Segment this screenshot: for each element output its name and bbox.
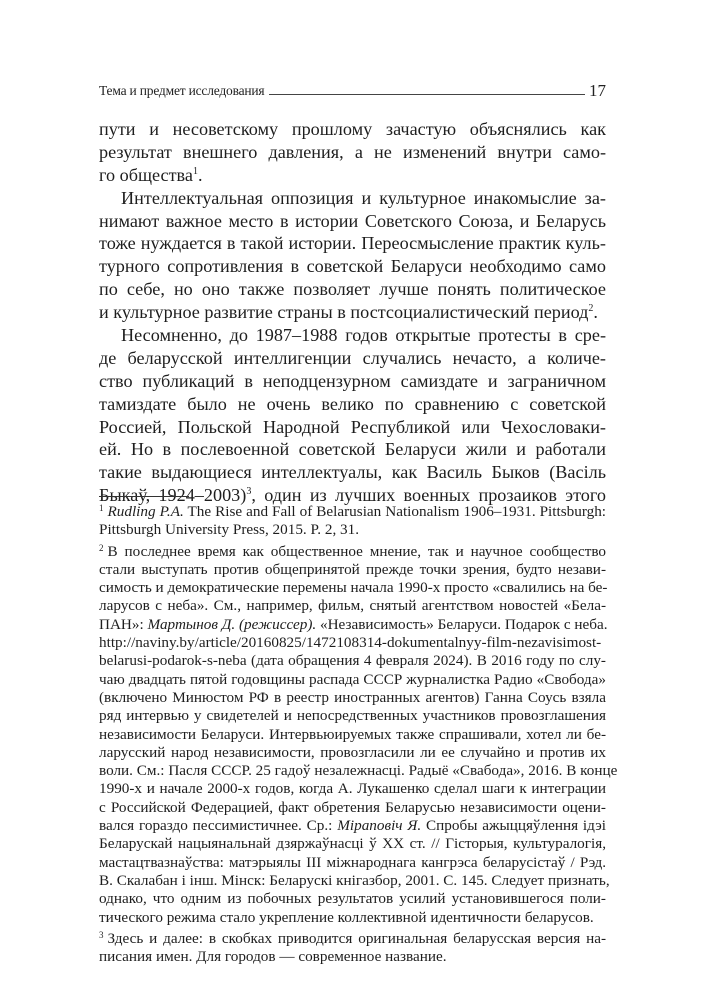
text-line: ларусов с неба». См., например, фильм, снятый агентством новостей «Бела- (99, 597, 606, 615)
text-line: ство публикаций в неподцензурном самиздате и заграничном (99, 370, 606, 391)
text-line (99, 616, 606, 634)
text-line: ларусский народ независимости, провозгласили ли ее случайно и против их (99, 743, 606, 761)
text-line: мастацтвазнаўства: матэрыялы III міжнароднага кангрэса беларусістаў / Рэд. (99, 853, 606, 871)
footnote (99, 930, 606, 967)
text-line: такие выдающиеся интеллектуалы, как Василь Быков (Васіль (99, 462, 606, 483)
text-line (99, 817, 606, 835)
paragraph (99, 324, 606, 507)
text-line: симость и демократические перемены начала 1990-х просто «свалились на бе- (99, 579, 608, 597)
text-line: по себе, но оно также позволяет лучше понять политическое (99, 279, 606, 300)
text-line: В. Скалабан і інш. Мінск: Беларускі кнігазбор, 2001. С. 145. Следует признать, (99, 871, 610, 889)
running-head-title: Тема и предмет исследования (99, 83, 265, 98)
footnote-ref[interactable]: 2 (588, 303, 594, 315)
text-fragment: Спробы ажыццяўлення ідэі (421, 817, 606, 835)
text-fragment: и культурное развитие страны в постсоциалистический период (99, 302, 589, 323)
text-line: тамиздате было не очень велико по сравнению с советской (99, 393, 606, 414)
text-fragment: Здесь и далее: в скобках приводится оригинальная беларусская версия на- (107, 929, 606, 947)
footnote-separator (99, 496, 189, 497)
text-line: результат внешнего давления, а не изменений внутри само- (99, 141, 606, 162)
footnote-ref[interactable]: 1 (192, 165, 198, 177)
text-line: турного сопротивления в советской Беларуси необходимо само (99, 256, 606, 277)
text-line (99, 503, 606, 521)
footnote-number: 1 (99, 503, 104, 513)
running-head (99, 79, 606, 99)
footnote-number: 3 (99, 929, 104, 940)
text-line: с Российской Федерацией, факт обретения Беларусью независимости оцени- (99, 798, 606, 816)
text-line: Беларускай нацыянальнай дзяржаўнасці ў XX ст. // Гісторыя, культуралогія, (99, 835, 606, 853)
text-line: независимости Беларуси. Интервьюируемых также спрашивали, хотел ли бе- (99, 725, 606, 743)
footnote-ref[interactable]: 3 (246, 486, 252, 498)
text-fragment: «Независимость» Беларуси. Подарок с неба. (316, 615, 608, 633)
footnote-author: Rudling P.A. (107, 503, 184, 520)
footnotes (99, 503, 618, 966)
text-fragment: Быкаў, 1924–2003) (99, 485, 247, 506)
text-line: де беларусской интеллигенции случались нечасто, а количе- (99, 347, 606, 368)
text-line: 1990-х и начале 2000-х годов, когда А. Лукашенко сделал шаги к интеграции (99, 780, 606, 798)
text-line: (включено Минюстом РФ в реестр иностранных агентов) Ганна Соусь взяла (99, 688, 606, 706)
text-fragment: The Rise and Fall of Belarusian Nationalism 1906–1931. Pittsburgh: (183, 503, 607, 520)
text-line: тического режима стало укрепление коллективной идентичности беларусов. (99, 908, 594, 926)
footnote-author: Мартынов Д. (режиссер). (147, 615, 317, 633)
text-line: ряд интервью у свидетелей и непосредственных участников провозглашения (99, 707, 606, 725)
text-line: однако, что одним из побочных результатов усилий установившегося поли- (99, 890, 606, 908)
text-fragment: ПАН»: (99, 615, 148, 633)
text-fragment: го общества (99, 164, 193, 185)
page-number: 17 (589, 81, 606, 100)
paragraph (99, 187, 606, 324)
text-line: Интеллектуальная оппозиция и культурное инакомыслие за- (121, 187, 606, 208)
text-line (99, 930, 606, 948)
text-line: тоже нуждается в такой истории. Переосмысление практик куль- (99, 233, 606, 254)
body-text (99, 118, 606, 507)
url-link[interactable]: http://naviny.by/article/20160825/1472108314-dokumentalnyy-film-nezavisimost- (99, 634, 602, 652)
text-line: ей. Но в послевоенной советской Беларуси жили и работали (99, 439, 606, 460)
footnote-author: Міраповіч Я. (337, 817, 422, 835)
text-line: Россией, Польской Народной Республикой или Чехословаки- (99, 416, 606, 437)
text-line: писания имен. Для городов — современное название. (99, 948, 447, 966)
text-line: belarusi-podarok-s-neba (дата обращения 4 февраля 2024). В 2016 году по слу- (99, 652, 606, 670)
text-line: воли. См.: Пасля СССР. 25 гадоў незалежнасці. Радыё «Свабода», 2016. В конце (99, 762, 618, 780)
text-fragment: . (197, 164, 203, 185)
footnote (99, 503, 606, 540)
text-line (99, 301, 606, 324)
text-line: стали выступать против общепринятой прежде точки зрения, будто незави- (99, 560, 606, 578)
text-line (99, 543, 606, 561)
text-line: Pittsburgh University Press, 2015. P. 2, 31. (99, 521, 360, 539)
text-line: пути и несоветскому прошлому зачастую объяснялись как (99, 119, 606, 139)
footnote-number: 2 (99, 542, 104, 553)
text-line (99, 164, 606, 187)
text-fragment: . (593, 302, 598, 323)
text-fragment: , один из лучших военных прозаиков этого (251, 485, 606, 506)
text-line: чаю двадцать пятой годовщины распада СССР журналистка Радио «Свобода» (99, 670, 606, 688)
paragraph (99, 118, 606, 187)
text-fragment: В последнее время как общественное мнение, так и научное сообщество (107, 542, 606, 560)
footnote (99, 542, 618, 927)
text-fragment: вался гораздо пессимистичнее. Ср.: (99, 817, 338, 835)
running-head-rule (269, 94, 585, 95)
text-line: нимают важное место в истории Советского Союза, и Беларусь (99, 210, 606, 231)
text-line: Несомненно, до 1987–1988 годов открытые протесты в сре- (121, 325, 606, 346)
